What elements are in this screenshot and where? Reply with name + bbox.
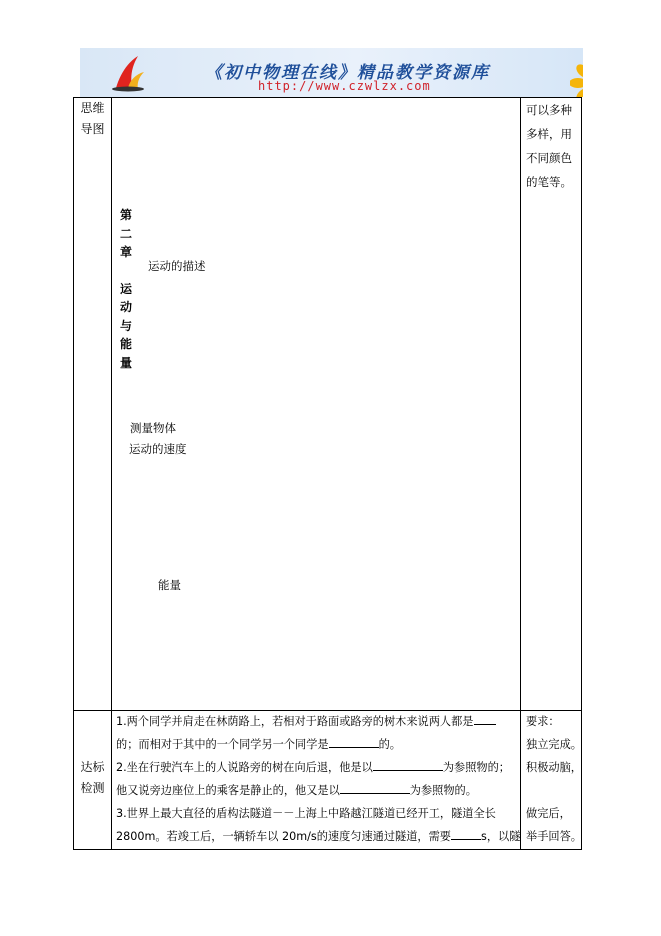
mindmap-note: 可以多种 多样，用 不同颜色 的笔等。 [526,103,572,189]
question-2-line-1: 2.坐在行驶汽车上的人说路旁的树在向后退，他是以 为参照物的； [116,761,510,774]
banner-url: http://www.czwlzx.com [258,79,431,93]
question-3-line-2: 2800m。若竣工后，一辆轿车以 20m/s的速度匀速通过隧道，需要 s，以隧 [116,830,521,843]
answer-blank[interactable] [474,714,496,725]
answer-blank[interactable] [329,737,379,748]
answer-blank[interactable] [373,760,443,771]
test-requirements: 要求： 独立完成。 积极动脑， 做完后， 举手回答。 [526,715,582,843]
sunflower-icon [570,58,583,97]
question-3-line-1: 3.世界上最大直径的盾构法隧道－－上海上中路越江隧道已经开工，隧道全长 [116,807,496,820]
banner-title: 《初中物理在线》精品教学资源库 [205,63,490,83]
question-1-line-2: 的；而相对于其中的一个同学另一个同学是 的。 [116,738,401,751]
node-measure-speed: 测量物体 运动的速度 [129,421,187,456]
test-row-label: 达标 检测 [80,760,105,795]
node-motion-description: 运动的描述 [148,259,206,273]
logo-icon [110,54,146,92]
answer-blank[interactable] [451,829,481,840]
question-1-line-1: 1.两个同学并肩走在林荫路上，若相对于路面或路旁的树木来说两人都是 [116,710,496,733]
node-energy: 能量 [158,578,181,592]
mindmap-row-label: 思维 导图 [80,101,105,136]
header-banner [80,48,583,97]
answer-blank[interactable] [340,783,410,794]
question-2-line-2: 他又说旁边座位上的乘客是静止的，他又是以 为参照物的。 [116,784,477,797]
chapter-title: 第 二 章 运 动 与 能 量 [119,208,132,370]
